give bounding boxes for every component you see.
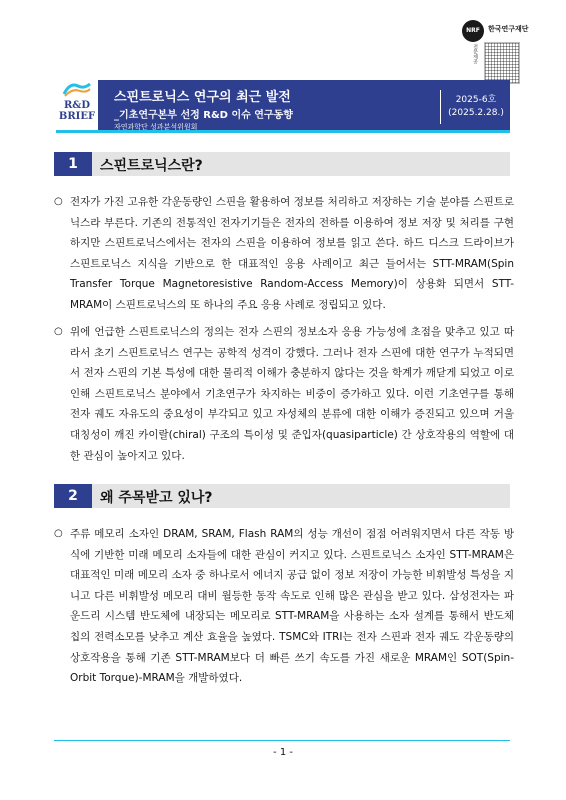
section-heading-2 — [54, 484, 510, 508]
paragraph-text: 주류 메모리 소자인 DRAM, SRAM, Flash RAM의 성능 개선이 점점 어려워지면서 다른 작동 방식에 기반한 미래 메모리 소자들에 대한 관심이 커지고 있다. 스핀트로닉스 소자인 STT-MRAM은 대표적인 미래 메모리 소자 중 하나로서 에너지 공급 없이 정보 저장이 가능한 비휘발성 특성을 지니고 다른 비휘발성 메모리 대비 월등한 동작 속도로 인해 많은 관심을 받고 있다. 삼성전자는 파운드리 시스템 반도체에 내장되는 메모리로 STT-MRAM을 사용하는 소자 설계를 통해서 반도체 칩의 전력소모를 낮추고 계산 효율을 높였다. TSMC와 ITRI는 전자 스핀과 전자 궤도 각운동량의 상호작용을 통해 기존 STT-MRAM보다 더 빠른 쓰기 속도를 가진 새로운 MRAM인 SOT(Spin-Orbit Torque)-MRAM을 개발하였다. — [70, 528, 514, 685]
issue-date: (2025.2.28.) — [448, 108, 504, 118]
qr-side-text: 전문제공 — [472, 44, 478, 64]
paragraph-1 — [54, 192, 514, 316]
section-number: 2 — [54, 484, 92, 508]
footer-rule — [54, 740, 510, 741]
rd-brief-logo — [56, 80, 98, 130]
brief-title: 스핀트로닉스 연구의 최근 발전 — [114, 90, 291, 105]
bullet-circle-icon: ○ — [54, 326, 63, 337]
paragraph-3 — [54, 524, 514, 689]
corner-logo-block — [462, 20, 554, 80]
paragraph-2 — [54, 322, 514, 466]
bullet-circle-icon: ○ — [54, 528, 63, 539]
section-title: 왜 주목받고 있나? — [100, 490, 213, 506]
page-number: - 1 - — [273, 747, 293, 758]
nrf-seal-icon: NRF — [462, 20, 484, 42]
brief-header — [56, 80, 510, 133]
nrf-logo-icon — [62, 82, 92, 98]
qr-code-icon — [484, 42, 520, 84]
paragraph-text: 위에 언급한 스핀트로닉스의 정의는 전자 스핀의 정보소자 응용 가능성에 초점을 맞추고 있고 따라서 초기 스핀트로닉스 연구는 공학적 성격이 강했다. 그러나 전자 스핀에 대한 연구가 누적되면서 전자 스핀의 기본 특성에 대한 물리적 이해가 충분하지 않다는 것을 학계가 깨닫게 되었고 이로 인해 스핀트로닉스 분야에서 기초연구가 차지하는 비중이 증가하고 있다. 이런 기초연구를 통해 전자 궤도 자유도의 중요성이 부각되고 있고 자성체의 분류에 대한 이해가 증진되고 있으며 거울 대칭성이 깨진 카이랄(chiral) 구조의 특이성 및 준입자(quasiparticle) 간 상호작용의 역할에 대한 관심이 높아지고 있다. — [70, 326, 514, 462]
brand-line-2: BRIEF — [58, 111, 96, 122]
org-name: 한국연구재단 — [488, 25, 529, 33]
bullet-circle-icon: ○ — [54, 196, 63, 207]
header-divider — [440, 90, 441, 124]
issue-number: 2025-6호 — [455, 95, 497, 105]
section-title: 스핀트로닉스란? — [100, 158, 203, 174]
brief-org: 자연과학단 성과분석위원회 — [114, 123, 198, 131]
section-heading-1 — [54, 152, 510, 176]
brand-text — [58, 100, 96, 122]
brief-subtitle: _기초연구본부 선정 R&D 이슈 연구동향 — [114, 110, 293, 121]
brand-line-1: R&D — [63, 100, 90, 111]
section-number: 1 — [54, 152, 92, 176]
paragraph-text: 전자가 가진 고유한 각운동량인 스핀을 활용하여 정보를 처리하고 저장하는 기술 분야를 스핀트로닉스라 부른다. 기존의 전통적인 전자기기들은 전자의 전하를 이용하여 정보 저장 및 처리를 구현하지만 스핀트로닉스에서는 전자의 스핀을 이용하여 정보를 읽고 쓴다. 하드 디스크 드라이브가 스핀트로닉스 지식을 기반으로 한 대표적인 응용 사례이고 최근 들어서는 STT-MRAM(Spin Transfer Torque Magnetoresistive Random-Access Memory)이 상용화 되면서 STT-MRAM이 스핀트로닉스의 또 하나의 주요 응용 사례로 정립되고 있다. — [70, 196, 514, 311]
